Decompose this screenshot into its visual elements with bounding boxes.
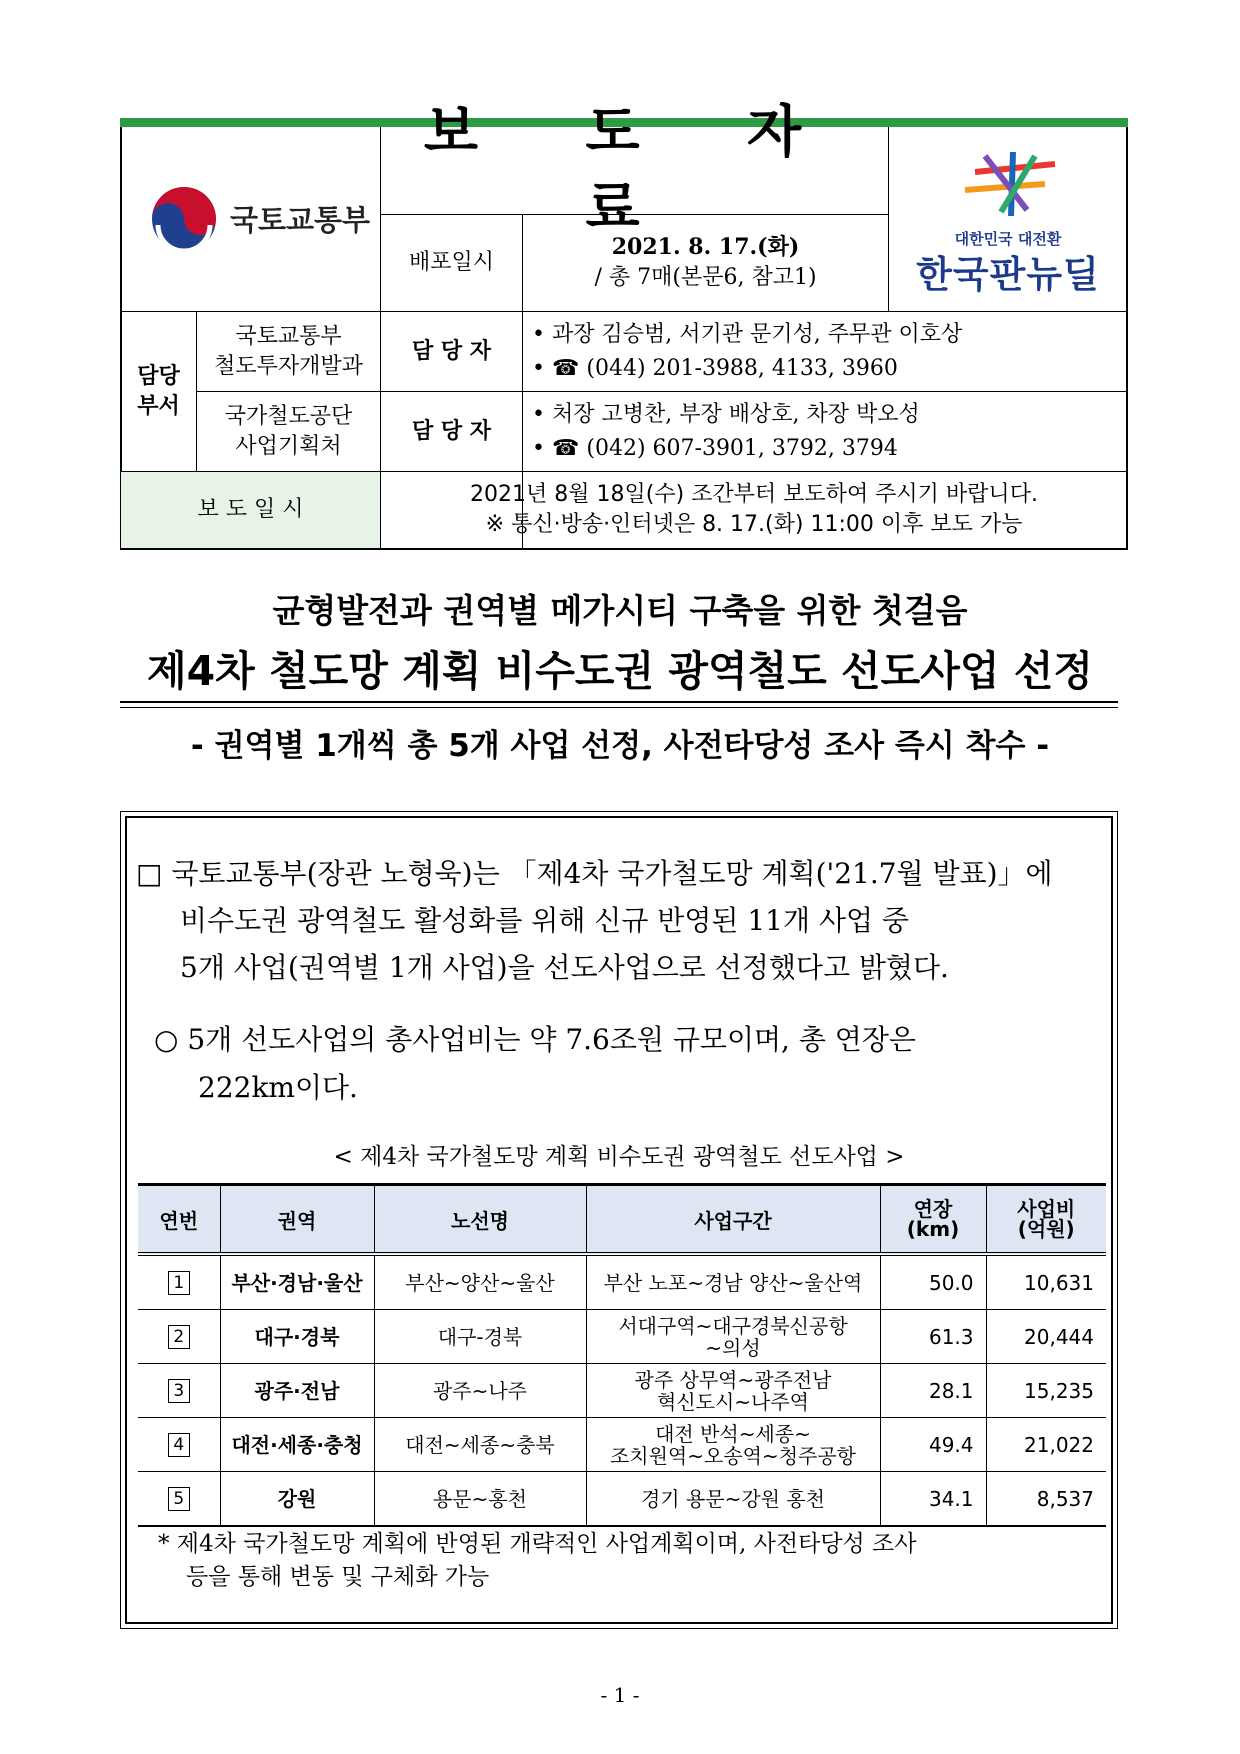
embargo-info [381,472,1127,548]
table-row [138,1254,1106,1310]
tag-headline: - 권역별 1개씩 총 5개 사업 선정, 사전타당성 조사 즉시 착수 - [190,728,1050,764]
headline-rule-thin [120,707,1118,708]
dept-2-org: 국가철도공단 [224,403,353,429]
cell-section [586,1254,880,1310]
dept-1-people: • 과장 김승범, 서기관 문기성, 주무관 이호상 [532,322,963,347]
cell-section-line-2: 혁신도시~나주역 [657,1389,809,1414]
cell-cost: 10,631 [986,1254,1106,1310]
cell-section [586,1310,880,1364]
dept-1-division: 철도투자개발과 [214,353,363,379]
cell-length: 28.1 [880,1364,986,1418]
para-2-line-2: 222km이다. [198,1071,358,1104]
cell-region: 대구·경북 [220,1310,374,1364]
cell-cost: 15,235 [986,1364,1106,1418]
cell-length: 49.4 [880,1418,986,1472]
embargo-line-1: 2021년 8월 18일(수) 조간부터 보도하여 주시기 바랍니다. [470,482,1038,508]
embargo-line-2: ※ 통신·방송·인터넷은 8. 17.(화) 11:00 이후 보도 가능 [485,512,1023,537]
col-header-section: 사업구간 [586,1185,880,1255]
col-header-cost: 사업비 (억원) [986,1185,1106,1255]
cell-length: 61.3 [880,1310,986,1364]
table-row [138,1418,1106,1472]
cell-section-line-2: 조치원역~오송역~청주공항 [609,1443,857,1468]
cell-line: 대전~세종~충북 [374,1418,586,1472]
cell-line: 광주~나주 [374,1364,586,1418]
cell-section-line-1: 대전 반석~세종~ [655,1421,811,1446]
cell-cost: 20,444 [986,1310,1106,1364]
release-label: 배포일시 [408,250,494,276]
cell-no [138,1254,220,1310]
para-1-line-1: □ 국토교통부(장관 노형욱)는 「제4차 국가철도망 계획('21.7월 발표)」에 [136,857,1053,890]
cell-region: 광주·전남 [220,1364,374,1418]
cell-section [586,1472,880,1527]
dept-1-phone: • ☎ (044) 201-3988, 4133, 3960 [532,356,898,381]
page-number: - 1 - [600,1683,640,1707]
doc-title-cell [381,100,888,241]
dept-2-people: • 처장 고병찬, 부장 배상호, 차장 박오성 [532,402,920,427]
para-2-line-1: ○ 5개 선도사업의 총사업비는 약 7.6조원 규모이며, 총 연장은 [154,1023,916,1056]
cell-cost: 8,537 [986,1472,1106,1527]
lead-projects-table [138,1183,1106,1527]
dept-1-org: 국토교통부 [235,323,342,349]
cell-region: 부산·경남·울산 [220,1254,374,1310]
embargo-label: 보 도 일 시 [197,497,304,523]
cell-no [138,1418,220,1472]
table-caption: < 제4차 국가철도망 계획 비수도권 광역철도 선도사업 > [333,1144,905,1170]
dept-1-name [197,312,380,391]
row-number-box: 1 [168,1271,190,1295]
ministry-name: 국토교통부 [230,203,371,237]
table-row [138,1472,1106,1527]
row-number-box: 5 [168,1487,190,1511]
row-number-box: 4 [168,1433,190,1457]
col-header-length: 연장 (km) [880,1185,986,1255]
dept-1-role: 담 당 자 [411,337,492,364]
cell-section [586,1418,880,1472]
cell-cost: 21,022 [986,1418,1106,1472]
cell-section-line-1: 경기 용문~강원 홍천 [640,1486,826,1511]
table-row [138,1364,1106,1418]
release-pages: / 총 7매(본문6, 참고1) [594,265,817,290]
sub-headline: 균형발전과 권역별 메가시티 구축을 위한 첫걸음 [272,591,968,630]
release-date: 2021. 8. 17.(화) [611,234,800,261]
dept-label: 담당 부서 [137,362,180,419]
headline-rule [120,701,1118,703]
cell-no [138,1472,220,1527]
release-info [523,215,888,311]
cell-region: 강원 [220,1472,374,1527]
table-footnote [158,1528,916,1594]
col-header-line: 노선명 [374,1185,586,1255]
new-deal-logo-text: 한국판뉴딜 [916,253,1100,296]
cell-section-line-1: 서대구역~대구경북신공항 [618,1313,848,1338]
dept-2-phone: • ☎ (042) 607-3901, 3792, 3794 [532,436,898,461]
cell-section [586,1364,880,1418]
cell-region: 대전·세종·충청 [220,1418,374,1472]
cell-line: 용문~홍천 [374,1472,586,1527]
cell-length: 50.0 [880,1254,986,1310]
dept-1-contacts [532,318,962,386]
new-deal-star-icon [955,150,1065,222]
cell-line: 부산~양산~울산 [374,1254,586,1310]
cell-section-line-1: 광주 상무역~광주전남 [634,1367,832,1392]
dept-2-contacts [532,398,920,466]
table-header-row [138,1185,1106,1255]
main-headline: 제4차 철도망 계획 비수도권 광역철도 선도사업 선정 [147,647,1093,695]
doc-title: 보 도 자 료 [423,100,846,241]
para-1-line-2: 비수도권 광역철도 활성화를 위해 신규 반영된 11개 사업 중 [180,904,909,937]
cell-no [138,1364,220,1418]
cell-length: 34.1 [880,1472,986,1527]
para-1-line-3: 5개 사업(권역별 1개 사업)을 선도사업으로 선정했다고 밝혔다. [180,951,949,984]
cell-section-line-1: 부산 노포~경남 양산~울산역 [603,1270,863,1295]
footnote-line-1: * 제4차 국가철도망 계획에 반영된 개략적인 사업계획이며, 사전타당성 조사 [158,1531,917,1557]
col-header-region: 권역 [220,1185,374,1255]
cell-line: 대구-경북 [374,1310,586,1364]
col-header-no: 연번 [138,1185,220,1255]
table-row [138,1310,1106,1364]
new-deal-tagline: 대한민국 대전환 [954,230,1062,248]
row-number-box: 2 [168,1325,190,1349]
dept-2-name [197,392,380,471]
footnote-line-2: 등을 통해 변동 및 구체화 가능 [186,1564,490,1590]
cell-section-line-2: ~의성 [705,1335,761,1360]
ministry-emblem-icon [150,185,218,253]
cell-no [138,1310,220,1364]
dept-2-division: 사업기획처 [235,433,342,459]
dept-2-role: 담 당 자 [411,417,492,444]
row-number-box: 3 [168,1379,190,1403]
